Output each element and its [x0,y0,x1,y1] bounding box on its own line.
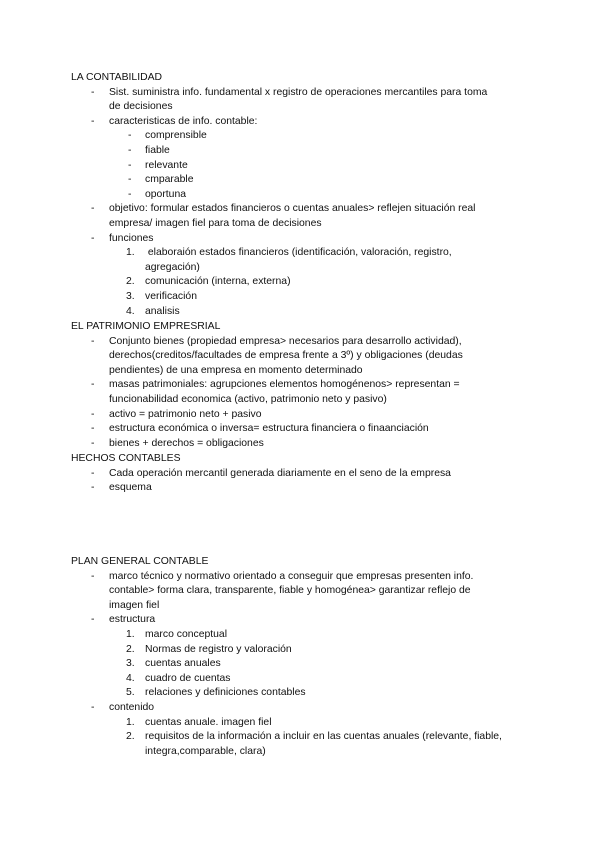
bullet-dash: - [91,423,95,435]
bullet-text: masas patrimoniales: agrupciones elementos homogénenos> representan = [109,379,460,391]
numbered-text: relaciones y definiciones contables [145,687,306,699]
bullet-item [0,701,600,716]
numbered-text: requisitos de la información a incluir en las cuentas anuales (relevante, fiable, [145,731,502,743]
numbered-text: elaboraión estados financieros (identificación, valoración, registro, [145,247,452,259]
section-plan-general-contable [0,555,600,759]
bullet-text: Cada operación mercantil generada diariamente en el seno de la empresa [109,467,451,479]
item-number: 4. [126,672,135,684]
bullet-dash: - [91,570,95,582]
sub-bullet-dash: - [128,159,132,171]
numbered-item [0,657,600,672]
item-number: 5. [126,687,135,699]
section-heading: HECHOS CONTABLES [71,453,181,464]
bullet-text: Sist. suministra info. fundamental x registro de operaciones mercantiles para toma [109,86,488,98]
bullet-item [0,86,600,101]
bullet-item [0,202,600,217]
bullet-text: activo = patrimonio neto + pasivo [109,408,262,420]
section-la-contabilidad [0,71,600,319]
bullet-continuation: derechos(creditos/facultades de empresa frente a 3º) y obligaciones (deudas [109,350,463,362]
numbered-text: marco conceptual [145,628,228,640]
sub-bullet-dash: - [128,174,132,186]
bullet-continuation: empresa/ imagen fiel para toma de decisiones [109,217,322,229]
bullet-dash: - [91,203,95,215]
section-heading: PLAN GENERAL CONTABLE [71,556,209,567]
numbered-item [0,716,600,731]
bullet-dash: - [91,335,95,347]
item-number: 2. [126,731,135,743]
bullet-continuation: contable> forma clara, transparente, fiable y homogénea> garantizar reflejo de [109,585,471,597]
item-number: 1. [126,247,135,259]
sub-bullet-dash: - [128,188,132,200]
bullet-text: estructura [109,614,156,626]
numbered-continuation: agregación) [145,261,200,273]
sub-bullet-dash: - [128,144,132,156]
bullet-dash: - [91,614,95,626]
sub-bullet-text: relevante [145,159,188,171]
section-heading: LA CONTABILIDAD [71,72,163,83]
sub-bullet-item [0,188,600,203]
item-number: 1. [126,716,135,728]
item-number: 3. [126,290,135,302]
bullet-dash: - [91,437,95,449]
bullet-dash: - [91,379,95,391]
sub-bullet-item [0,129,600,144]
bullet-dash: - [91,701,95,713]
sub-bullet-text: fiable [145,144,170,156]
numbered-text: cuadro de cuentas [145,672,231,684]
bullet-dash: - [91,408,95,420]
bullet-item [0,408,600,423]
item-number: 4. [126,305,135,317]
bullet-dash: - [91,232,95,244]
bullet-text: marco técnico y normativo orientado a conseguir que empresas presenten info. [109,570,474,582]
numbered-text: Normas de registro y valoración [145,643,292,655]
bullet-dash: - [91,467,95,479]
bullet-continuation: imagen fiel [109,599,160,611]
numbered-item [0,290,600,305]
item-number: 2. [126,276,135,288]
numbered-text: verificación [145,290,197,302]
item-number: 3. [126,658,135,670]
bullet-dash: - [91,115,95,127]
numbered-item [0,305,600,320]
numbered-text: comunicación (interna, externa) [145,276,291,288]
section-hechos-contables [0,452,600,496]
sub-bullet-text: cmparable [145,174,194,186]
numbered-item [0,643,600,658]
bullet-item [0,115,600,130]
numbered-text: cuentas anuales [145,658,221,670]
sub-bullet-item [0,144,600,159]
section-heading: EL PATRIMONIO EMPRESRIAL [71,321,221,332]
bullet-dash: - [91,86,95,98]
bullet-item [0,481,600,496]
bullet-continuation: pendientes) de una empresa en momento determinado [109,364,363,376]
bullet-text: caracteristicas de info. contable: [109,115,258,127]
numbered-item [0,730,600,745]
sub-bullet-dash: - [128,130,132,142]
numbered-item [0,686,600,701]
section-el-patrimonio [0,320,600,451]
bullet-item [0,570,600,585]
bullet-text: funciones [109,232,154,244]
bullet-item [0,422,600,437]
bullet-item [0,613,600,628]
sub-bullet-text: comprensible [145,130,207,142]
bullet-text: objetivo: formular estados financieros o cuentas anuales> reflejen situación real [109,203,476,215]
bullet-dash: - [91,482,95,494]
numbered-item [0,275,600,290]
item-number: 2. [126,643,135,655]
bullet-continuation: funcionabilidad economica (activo, patrimonio neto y pasivo) [109,393,387,405]
bullet-item [0,378,600,393]
item-number: 1. [126,628,135,640]
numbered-item [0,672,600,687]
sub-bullet-item [0,173,600,188]
sub-bullet-item [0,159,600,174]
bullet-item [0,437,600,452]
numbered-item [0,628,600,643]
bullet-continuation: de decisiones [109,101,173,113]
numbered-text: cuentas anuale. imagen fiel [145,716,272,728]
numbered-item [0,246,600,261]
bullet-text: Conjunto bienes (propiedad empresa> necesarios para desarrollo actividad), [109,335,462,347]
bullet-item [0,335,600,350]
numbered-continuation: integra,comparable, clara) [145,745,266,757]
bullet-text: bienes + derechos = obligaciones [109,437,264,449]
bullet-text: estructura económica o inversa= estructura financiera o finaanciación [109,423,429,435]
bullet-item [0,232,600,247]
sub-bullet-text: oportuna [145,188,187,200]
bullet-text: esquema [109,482,152,494]
numbered-text: analisis [145,305,180,317]
bullet-text: contenido [109,701,155,713]
bullet-item [0,467,600,482]
